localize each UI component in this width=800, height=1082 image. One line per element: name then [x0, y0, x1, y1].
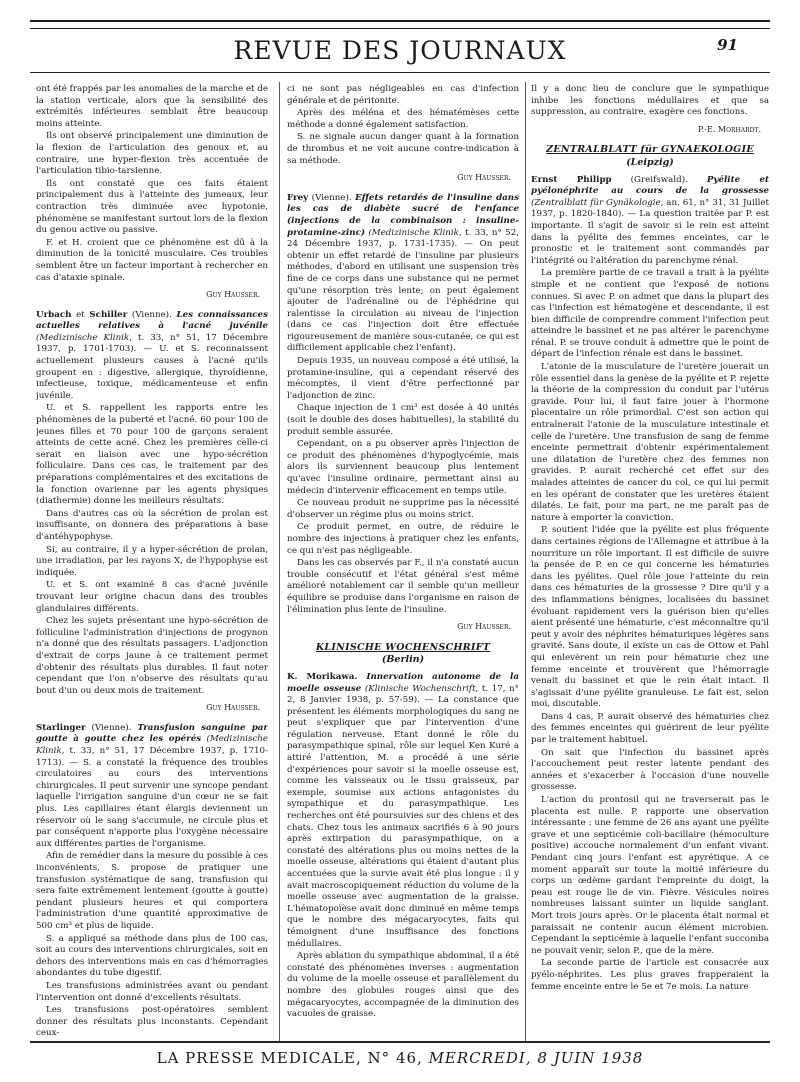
article-reference: , an. 61, n° 31, 31 Juillet 1937, p. 1820-1840). — La question traitée par P. est importante. Il s'agit de savoir si le rein est atteint dans la pyélite des femmes enceintes, car le pronostic et le traitement sont commandés par l'intégrité ou l'altération du parenchyme rénal. — [531, 197, 769, 266]
paragraph: Ce nouveau produit ne supprime pas la nécessité d'observer un régime plus ou moins strict. — [287, 498, 519, 520]
author-city: (Vienne). — [308, 192, 356, 203]
page-number: 91 — [717, 36, 738, 54]
paragraph: Chez les sujets présentant une hypo-sécrétion de folliculine l'administration d'injections de progynon n'a donné que des résultats passagers. L'adjonction d'extrait de corps jaune à ce traitement permet d'obtenir des résultats plus durables. Il faut noter cependant que l'on n'observe des résultats qu'au bout d'un ou deux mois de traitement. — [36, 616, 268, 696]
footer-publication: LA PRESSE MEDICALE, N° 46, — [156, 1049, 423, 1067]
article-heading — [531, 175, 769, 268]
article-heading — [287, 193, 519, 355]
article-title: Les connaissances actuelles relatives à l'acné juvénile — [36, 309, 268, 332]
header-top-rule — [30, 20, 770, 22]
paragraph: Chaque injection de 1 cm³ est dosée à 40 unités (soit le double des doses habituelles), la stabilité du produit semble assurée. — [287, 403, 519, 437]
paragraph: Si, au contraire, il y a hyper-sécrétion de prolan, une irradiation, par les rayons X, de l'hypophyse est indiquée. — [36, 544, 268, 578]
paragraph: Les transfusions post-opératoires semblent donner des résultats plus inconstants. Cependant ceux- — [36, 1005, 268, 1039]
column-2 — [287, 84, 519, 1039]
article-heading — [287, 672, 519, 950]
journal-reference: (Zentralblatt für Gynäkologie — [531, 197, 661, 208]
article-heading — [36, 723, 268, 851]
article-title: Effets retardés de l'insuline dans les cas de diabète sucré de l'enfance (injections de la combinaison : insuline-protamine-zinc) — [287, 192, 519, 238]
paragraph: Il y a donc lieu de conclure que le sympathique inhibe les fonctions médullaires et que sa suppression, au contraire, exagère ces fonctions. — [531, 84, 769, 118]
paragraph: Depuis 1935, un nouveau composé a été utilisé, la protamine-insuline, qui a cependant réservé des mécomptes, il vient d'être perfectionné par l'adjonction de zinc. — [287, 356, 519, 401]
section-city: (Leipzig) — [626, 156, 674, 168]
page-footer — [0, 1049, 800, 1067]
paragraph: ci ne sont pas négligeables en cas d'infection générale et de péritonite. — [287, 84, 519, 106]
paragraph: Dans d'autres cas où la sécrétion de prolan est insuffisante, on donnera des préparations à base d'antéhypophyse. — [36, 508, 268, 542]
author-signature: Guy Hausser. — [457, 622, 511, 632]
column-3 — [531, 84, 769, 1039]
author-name: Schiller — [89, 309, 128, 320]
journal-reference: (Klinische Wochenschrift — [361, 683, 476, 694]
section-city: (Berlin) — [381, 654, 425, 666]
article-title: Transfusion sanguine par goutte à goutte chez les opérés — [36, 722, 268, 745]
paragraph: S. a appliqué sa méthode dans plus de 100 cas, soit au cours des interventions chirurgicales, soit en dehors des interventions mais en cas d'hémorragies abondantes du tube digestif. — [36, 933, 268, 979]
paragraph: La seconde partie de l'article est consacrée aux pyélo-néphrites. Les plus graves frapperaient la femme enceinte entre le 5e et 7e mois. La nature — [531, 958, 769, 992]
author-city: (Greifswald). — [611, 174, 707, 185]
journal-title: REVUE DES JOURNAUX — [233, 36, 567, 65]
paragraph: Après ablation du sympathique abdominal, il a été constaté des phénomènes inverses : augmentation du volume de la moelle osseuse et parallèlement du nombre des globules rouges ainsi que des mégacaryocytes, accompagnée de la diminution des vacuoles de graisse. — [287, 951, 519, 1020]
header-inner-rule — [30, 28, 770, 29]
journal-reference: (Medizinische Klinik — [36, 734, 268, 757]
header-bottom-rule — [30, 72, 770, 73]
article-heading — [36, 310, 268, 403]
paragraph: S. ne signale aucun danger quant à la formation de thrombus et ne voit aucune contre-indication à sa méthode. — [287, 132, 519, 166]
author-name: K. Morikawa. — [287, 671, 358, 682]
article-title: Innervation autonome de la moelle osseuse — [287, 671, 519, 694]
paragraph: P. soutient l'idée que la pyélite est plus fréquente dans certaines régions de l'Allemagne et attribue à la nourriture un rôle important. Il est difficile de suivre la pensée de P. en ce qui concerne les hématuries dans les pyélites. Quel rôle joue l'atteinte du rein dans ces hématuries de la grossesse ? Dire qu'il y a des inflammations bénignes, localisées du bassinet évoluant rapidement vers la guérison bien qu'elles aient présenté une hématurie, c'est méconnaître qu'il peut y avoir des néphrites hématuriques légères sans gravité. Sans doute, il existe un cas de Ottow et Pahl qui enlevèrent un rein pour hématurie chez une femme enceinte et trouvèrent que l'hémorragie venait du bassinet et que le rein était intact. Il s'agissait d'une pyélite granuleuse. Le fait est, selon moi, discutable. — [531, 525, 769, 710]
paragraph: Dans les cas observés par F., il n'a constaté aucun trouble consécutif et l'état général s'est même amélioré notablement car il semble qu'un meilleur équilibre se produise dans l'organisme en raison de l'élimination plus lente de l'insuline. — [287, 558, 519, 615]
journal-reference: (Medizinische Klinik — [36, 332, 130, 343]
paragraph: L'atonie de la musculature de l'uretère jouerait un rôle essentiel dans la genèse de la pyélite et P. rejette la théorie de la compression du conduit par l'utérus gravide. Pour lui, il faut faire jouer à l'hormone placentaire un rôle primordial. C'est son action qui entraînerait l'atonie de la musculature intestinale et celle de l'uretère. Une transfusion de sang de femme enceinte permettrait d'obtenir expérimentalement une dilatation de l'uretère chez des femmes non gravides. P. aurait recherché cet effet sur des malades atteintes de cancer du col, ce qui lui permit en les opérant de constater que les uretères étaient dilatés. Le fait, pour ma part, ne me paraît pas de nature à emporter la conviction. — [531, 362, 769, 523]
paragraph: Dans 4 cas, P. aurait observé des hématuries chez des femmes enceintes qui guérirent de leur pyélite par le traitement habituel. — [531, 711, 769, 746]
paragraph: Après des méléna et des hématémèses cette méthode a donné également satisfaction. — [287, 108, 519, 130]
article-reference: , t. 33, n° 51, 17 Décembre 1937, p. 1701-1703). — U. et S. reconnaissent actuellement plusieurs causes à l'acné qu'ils groupent en : digestive, allergique, thyroïdienne, infectieuse, toxique, médicamenteuse et enfin juvénile. — [36, 332, 268, 401]
paragraph: Ils ont observé principalement une diminution de la flexion de l'articulation des genoux et, au contraire, une hyper-flexion très accentuée de l'articulation tibio-tarsienne. — [36, 131, 268, 177]
author-name: Ernst Philipp — [531, 174, 612, 185]
paragraph: U. et S. rappellent les rapports entre les phénomènes de la puberté et l'acné. 60 pour 100 de jeunes filles et 70 pour 100 de garçons seraient atteints de cette acné. Chez les premières celle-ci serait en liaison avec une hypo-sécrétion folliculaire. Dans ces cas, le traitement par des préparations complémentaires et des excitations de la fonction ovarienne par les agents physiques (diathermie) donne les meilleurs résultats. — [36, 403, 268, 507]
paragraph: La première partie de ce travail a trait à la pyélite simple et ne contient que l'exposé de notions connues. Si avec P. on admet que dans la plupart des cas l'infection est hématogène et descendante, il est bien difficile de comprendre comment l'infection peut atteindre le bassinet et ne pas altérer le parenchyme rénal. P. se trouve conduit à admettre que le point de départ de l'infection rénale est dans le bassinet. — [531, 268, 769, 360]
author-signature: P.-E. Morhardt. — [698, 124, 761, 134]
author-city: (Vienne). — [127, 309, 177, 320]
footer-rule — [30, 1041, 770, 1043]
journal-reference: (Medizinische Klinik — [364, 227, 459, 238]
paragraph: Cependant, on a pu observer après l'injection de ce produit des phénomènes d'hypoglycémie, mais alors ils surviennent beaucoup plus lentement qu'avec l'insuline ordinaire, permettant ainsi au médecin d'intervenir efficacement en temps utile. — [287, 439, 519, 496]
author-signature: Guy Hausser. — [206, 703, 260, 713]
section-title: KLINISCHE WOCHENSCHRIFT — [315, 641, 491, 653]
author-signature: Guy Hausser. — [457, 173, 511, 183]
article-title: Pyélite et pyélonéphrite au cours de la grossesse — [531, 174, 769, 197]
column-1 — [36, 84, 268, 1039]
article-reference: , t. 33, n° 52, 24 Décembre 1937, p. 1731-1735). — On peut obtenir un effet retardé de l'insuline par plusieurs méthodes, d'abord en utilisant une suspension très fine de ce corps dans une substance qui ne permet qu'une résorption très lente; on peut également ajouter de l'adrénaline ou de l'éphédrine qui ralentisse la circulation au niveau de l'injection (dans ce cas l'injection doit être effectuée rigoureusement de manière sous-cutanée, ce qui est difficilement applicable chez l'enfant). — [287, 227, 519, 354]
paragraph: U. et S. ont examiné 8 cas d'acné juvénile trouvant leur origine chacun dans des troubles glandulaires différents. — [36, 580, 268, 614]
paragraph: Ils ont constaté que ces faits étaient principalement dus à l'atteinte des jumeaux, leur contraction très diminuée avec hypotonie, phénomène se manifestant surtout lors de la flexion du genou active ou passive. — [36, 178, 268, 236]
article-reference: , t. 33, n° 51, 17 Décembre 1937, p. 1710-1713). — S. a constaté la fréquence des troubles circulatoires au cours des interventions chirurgicales. Il peut survenir une syncope pendant laquelle l'irrigation sanguine d'un cœur ne se fait plus. Les capillaires étant élargis deviennent un réservoir où le sang s'accumule, ne circule plus et par conséquent n'apporte plus l'oxygène nécessaire aux différentes parties de l'organisme. — [36, 746, 268, 849]
paragraph: F. et H. croient que ce phénomène est dû à la diminution de la tonicité musculaire. Ces troubles semblent être un facteur important à rechercher en cas d'ataxie spinale. — [36, 237, 268, 283]
author-city: (Vienne). — [85, 722, 138, 733]
author-conjunction: et — [71, 309, 90, 320]
column-divider-1 — [279, 82, 280, 1042]
section-title: ZENTRALBLATT für GYNAEKOLOGIE — [546, 144, 754, 156]
author-name: Frey — [287, 192, 309, 203]
paragraph: Ce produit permet, en outre, de réduire le nombre des injections à pratiquer chez les enfants, ce qui n'est pas négligeable. — [287, 522, 519, 556]
article-reference: , t. 17, n° 2, 8 Janvier 1938, p. 57-59). — La constance que présentent les éléments morphologiques du sang ne peut s'expliquer que par l'intervention d'une régulation nerveuse. Etant donné le rôle du parasympathique spinal, rôle sur lequel Ken Kuré a attiré l'attention, M. a procédé à une série d'expériences pour savoir si la moelle osseuse est, comme les vaisseaux ou le tissu graisseux, par exemple, soumise aux actions antagonistes du sympathique et du parasympathique. Les recherches ont été poursuivies sur des chiens et des chats. Chez tous les animaux sacrifiés 6 à 90 jours après extirpation du parasympathique, on a constaté des altérations plus ou moins nettes de la moelle osseuse, altérations qui étaient d'autant plus accentuées que la survie avait été plus longue : il y avait macroscopiquement réduction du volume de la moelle osseuse avec augmentation de la graisse. L'hématopoïèse avait donc diminué en même temps que le nombre des mégacaryocytes, faits qui témoignent d'une insuffisance des fonctions médullaires. — [287, 683, 519, 949]
paragraph: Les transfusions administrées avant ou pendant l'intervention ont donné d'excellents résultats. — [36, 980, 268, 1003]
footer-date: MERCREDI, 8 JUIN 1938 — [428, 1049, 644, 1067]
column-divider-2 — [525, 82, 526, 1042]
paragraph: L'action du prontosil qui ne traverserait pas le placenta est nulle. P. rapporte une observation intéressante : une femme de 26 ans ayant une pyélite grave et une septicémie coli-bacillaire (hémoculture positive) accouche normalement d'un enfant vivant. Pendant cinq jours l'enfant est apyrétique. A ce moment apparaît sur toute la moitié inférieure du corps un œdème gardant l'empreinte du doigt, la peau est rouge lie de vin. Fièvre. Vésicules noires nombreuses laissant suinter un liquide sanglant. Mort trois jours après. Or le placenta était normal et paraissait ne contenir aucun élément microbien. Cependant la septicémie à laquelle l'enfant succomba ne pouvait venir, selon P., que de la mère. — [531, 795, 769, 956]
paragraph: Afin de remédier dans la mesure du possible à ces inconvénients, S. propose de pratiquer une transfusion systématique de sang, transfusion qui sera faite extrêmement lentement (goutte à goutte) pendant plusieurs heures et qui comportera l'administration d'une quantité approximative de 500 cm³ et plus de liquide. — [36, 851, 268, 931]
author-name: Starlinger — [36, 722, 86, 733]
author-name: Urbach — [36, 309, 72, 320]
paragraph: On sait que l'infection du bassinet après l'accouchement peut rester latente pendant des années et s'exacerber à l'occasion d'une nouvelle grossesse. — [531, 747, 769, 793]
paragraph: ont été frappés par les anomalies de la marche et de la station verticale, alors que la sensibilité des extrémités inférieures semblait être beaucoup moins atteinte. — [36, 84, 268, 129]
author-signature: Guy Hausser. — [206, 290, 260, 300]
